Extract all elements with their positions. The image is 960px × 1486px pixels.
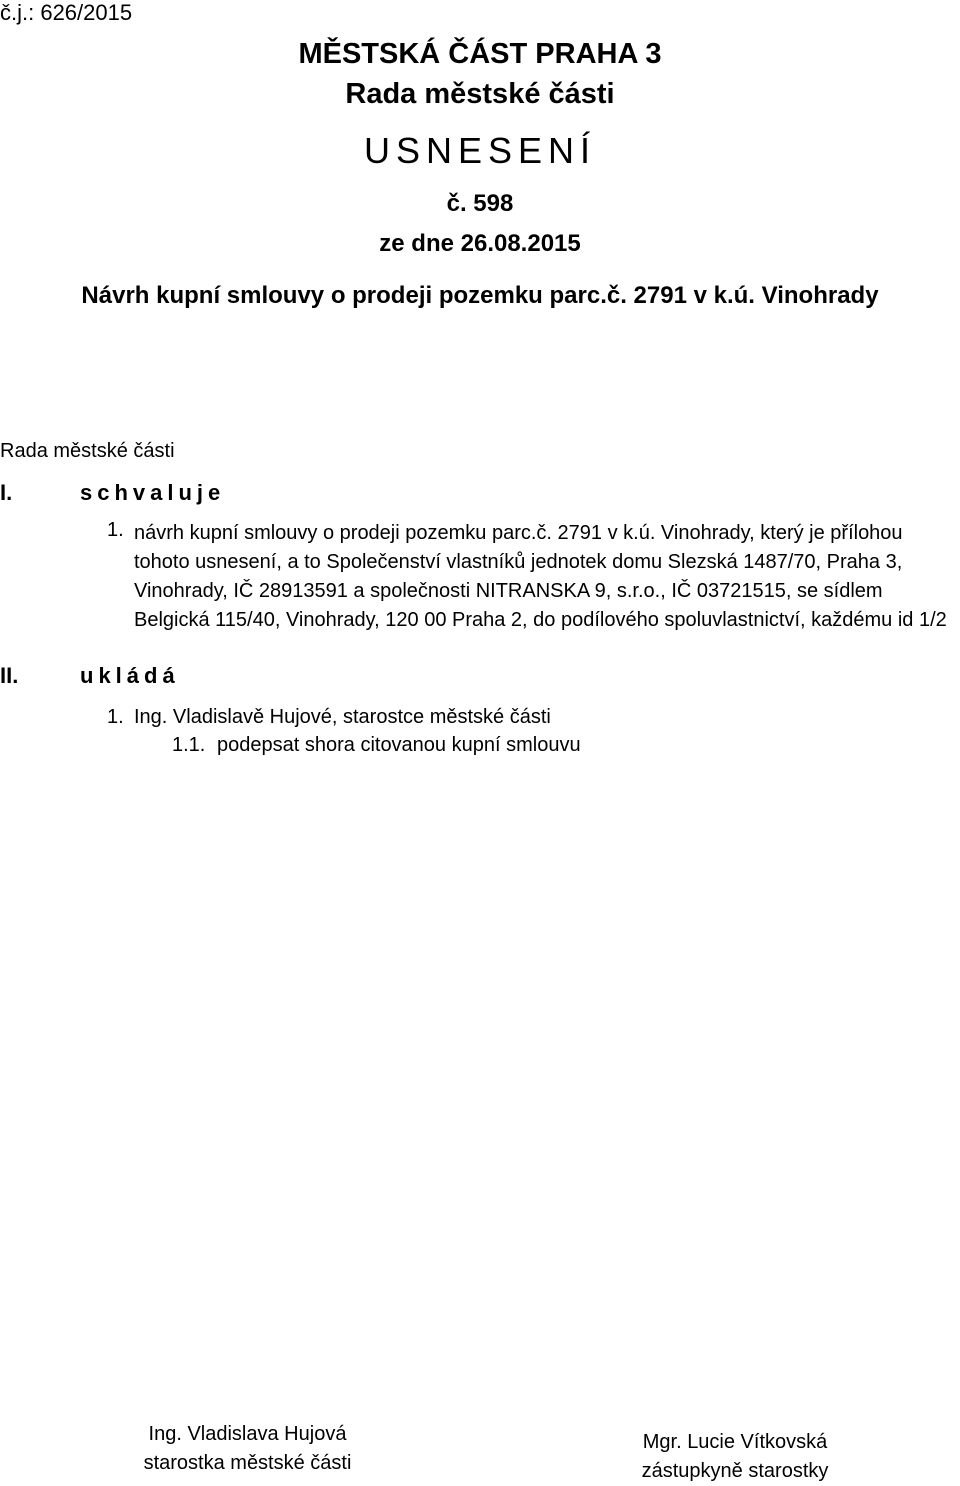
- resolution-number: č. 598: [446, 190, 514, 217]
- resolution-date: ze dne 26.08.2015: [379, 230, 581, 257]
- reference-number: č.j.: 626/2015: [0, 0, 133, 25]
- intro-text: Rada městské části: [0, 440, 175, 462]
- section-2-item-number: 1.: [107, 706, 124, 728]
- section-2-subitem-number: 1.1.: [172, 734, 206, 756]
- council-heading: Rada městské části: [345, 78, 615, 110]
- authority-heading: MĚSTSKÁ ČÁST PRAHA 3: [298, 38, 662, 70]
- document-type-heading: USNESENÍ: [363, 130, 597, 171]
- signatory-role-left: starostka městské části: [143, 1452, 352, 1474]
- section-2-subitem-text: podepsat shora citovanou kupní smlouvu: [217, 734, 581, 756]
- signatory-name-left: Ing. Vladislava Hujová: [148, 1423, 347, 1445]
- section-2-subitem: [172, 734, 581, 757]
- section-1-item-text: návrh kupní smlouvy o prodeji pozemku parc.č. 2791 v k.ú. Vinohrady, který je přílohou tohoto usnesení, a to Společenství vlastníků jednotek domu Slezská 1487/70, Praha 3, Vinohrady, IČ 28913591 a společnosti NITRANSKA 9, s.r.o., IČ 03721515, se sídlem Belgická 115/40, Vinohrady, 120 00 Praha 2, do podílového spoluvlastnictví, každému id 1/2: [134, 522, 947, 631]
- section-2-title: ukládá: [80, 663, 180, 688]
- section-1-title: schvaluje: [80, 480, 226, 505]
- section-2-item: [107, 706, 551, 729]
- signature-block-left: [110, 1420, 385, 1478]
- section-2-numeral: II.: [0, 663, 19, 688]
- signatory-role-right: zástupkyně starostky: [641, 1460, 829, 1482]
- section-1-numeral: I.: [0, 480, 13, 505]
- section-2-item-text: Ing. Vladislavě Hujové, starostce městské části: [134, 706, 551, 728]
- section-1-item-number: 1.: [107, 519, 124, 541]
- signature-block-right: [610, 1428, 860, 1486]
- resolution-subject: Návrh kupní smlouvy o prodeji pozemku parc.č. 2791 v k.ú. Vinohrady: [81, 282, 879, 309]
- signatory-name-right: Mgr. Lucie Vítkovská: [642, 1431, 828, 1453]
